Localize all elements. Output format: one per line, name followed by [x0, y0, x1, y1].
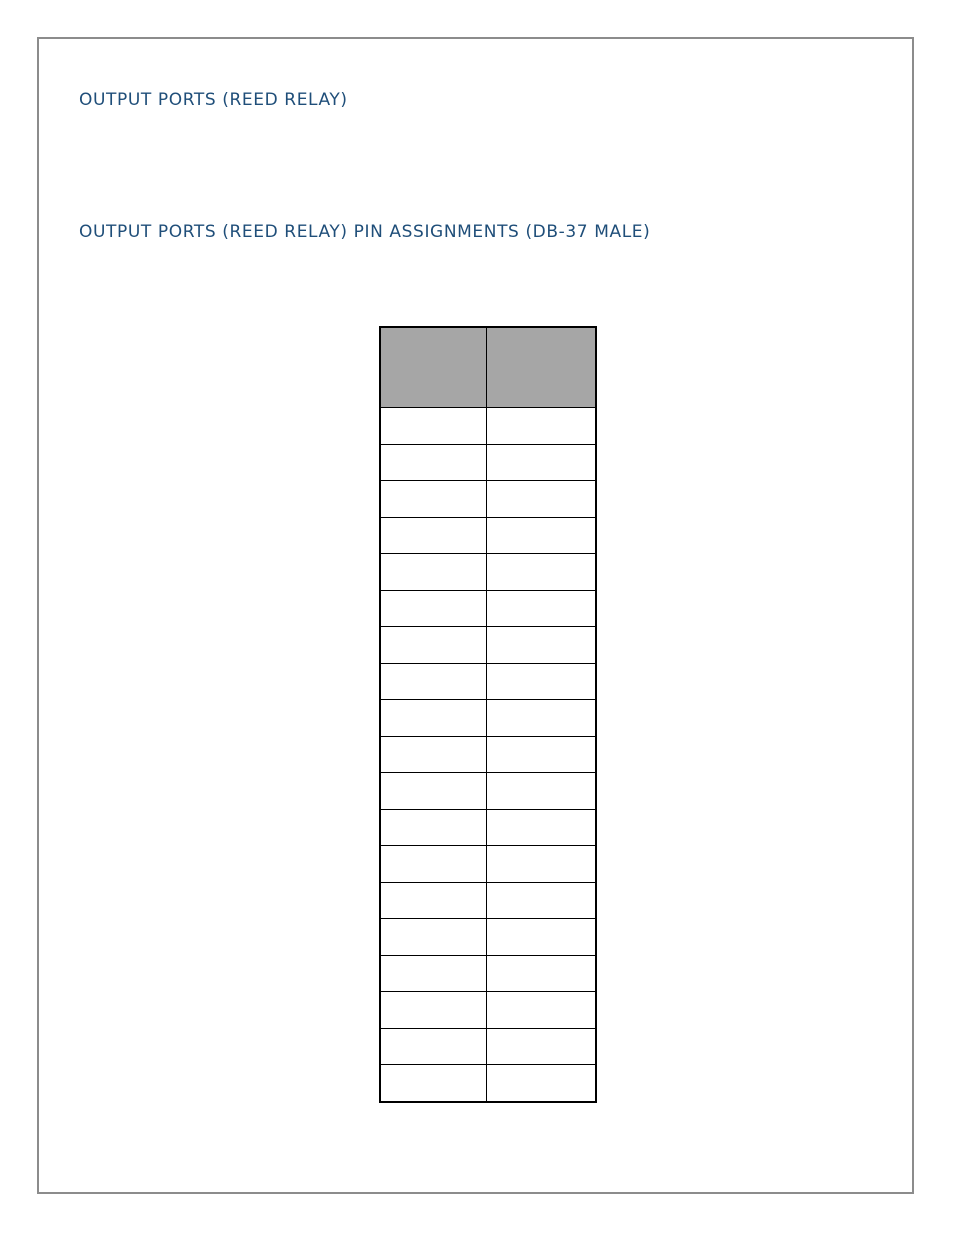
table-row: [380, 408, 596, 445]
table-cell: [486, 408, 596, 445]
table-row: [380, 773, 596, 810]
table-row: [380, 809, 596, 846]
section-heading: OUTPUT PORTS (REED RELAY): [79, 90, 348, 110]
table-cell: [486, 444, 596, 481]
table-row: [380, 554, 596, 591]
table-cell: [486, 882, 596, 919]
table-cell: [380, 481, 486, 518]
table-cell: [380, 700, 486, 737]
table-cell: [486, 700, 596, 737]
table-cell: [380, 919, 486, 956]
table-row: [380, 517, 596, 554]
table-cell: [380, 809, 486, 846]
table-cell: [486, 846, 596, 883]
table-row: [380, 882, 596, 919]
table-cell: [380, 1028, 486, 1065]
table-row: [380, 444, 596, 481]
table-cell: [380, 444, 486, 481]
table-cell: [486, 736, 596, 773]
table-cell: [380, 955, 486, 992]
table-cell: [380, 590, 486, 627]
table-cell: [486, 517, 596, 554]
table-cell: [486, 481, 596, 518]
table-row: [380, 663, 596, 700]
table-row: [380, 992, 596, 1029]
table-cell: [486, 992, 596, 1029]
table-cell: [486, 590, 596, 627]
table-cell: [380, 773, 486, 810]
table-cell: [380, 882, 486, 919]
table-row: [380, 627, 596, 664]
table-cell: [380, 1065, 486, 1102]
table-cell: [380, 992, 486, 1029]
table-header-row: [380, 327, 596, 408]
table-row: [380, 919, 596, 956]
table-cell: [380, 517, 486, 554]
table-row: [380, 590, 596, 627]
table-cell: [380, 554, 486, 591]
table-row: [380, 481, 596, 518]
table-cell: [486, 554, 596, 591]
table-row: [380, 736, 596, 773]
pin-assignments-heading: OUTPUT PORTS (REED RELAY) PIN ASSIGNMENTS (DB-37 MALE): [79, 222, 651, 242]
table-cell: [486, 955, 596, 992]
table-cell: [486, 1028, 596, 1065]
table-cell: [380, 736, 486, 773]
table-cell: [486, 919, 596, 956]
table-cell: [380, 627, 486, 664]
table-cell: [486, 1065, 596, 1102]
table-cell: [486, 809, 596, 846]
table-row: [380, 1028, 596, 1065]
table-cell: [380, 408, 486, 445]
table-cell: [380, 846, 486, 883]
table-row: [380, 1065, 596, 1102]
table-cell: [486, 773, 596, 810]
table-header-cell: [486, 327, 596, 408]
table-row: [380, 700, 596, 737]
table-header-cell: [380, 327, 486, 408]
table-row: [380, 846, 596, 883]
pin-assignment-table: [379, 326, 597, 1103]
table-row: [380, 955, 596, 992]
table-cell: [380, 663, 486, 700]
table-cell: [486, 627, 596, 664]
table-cell: [486, 663, 596, 700]
